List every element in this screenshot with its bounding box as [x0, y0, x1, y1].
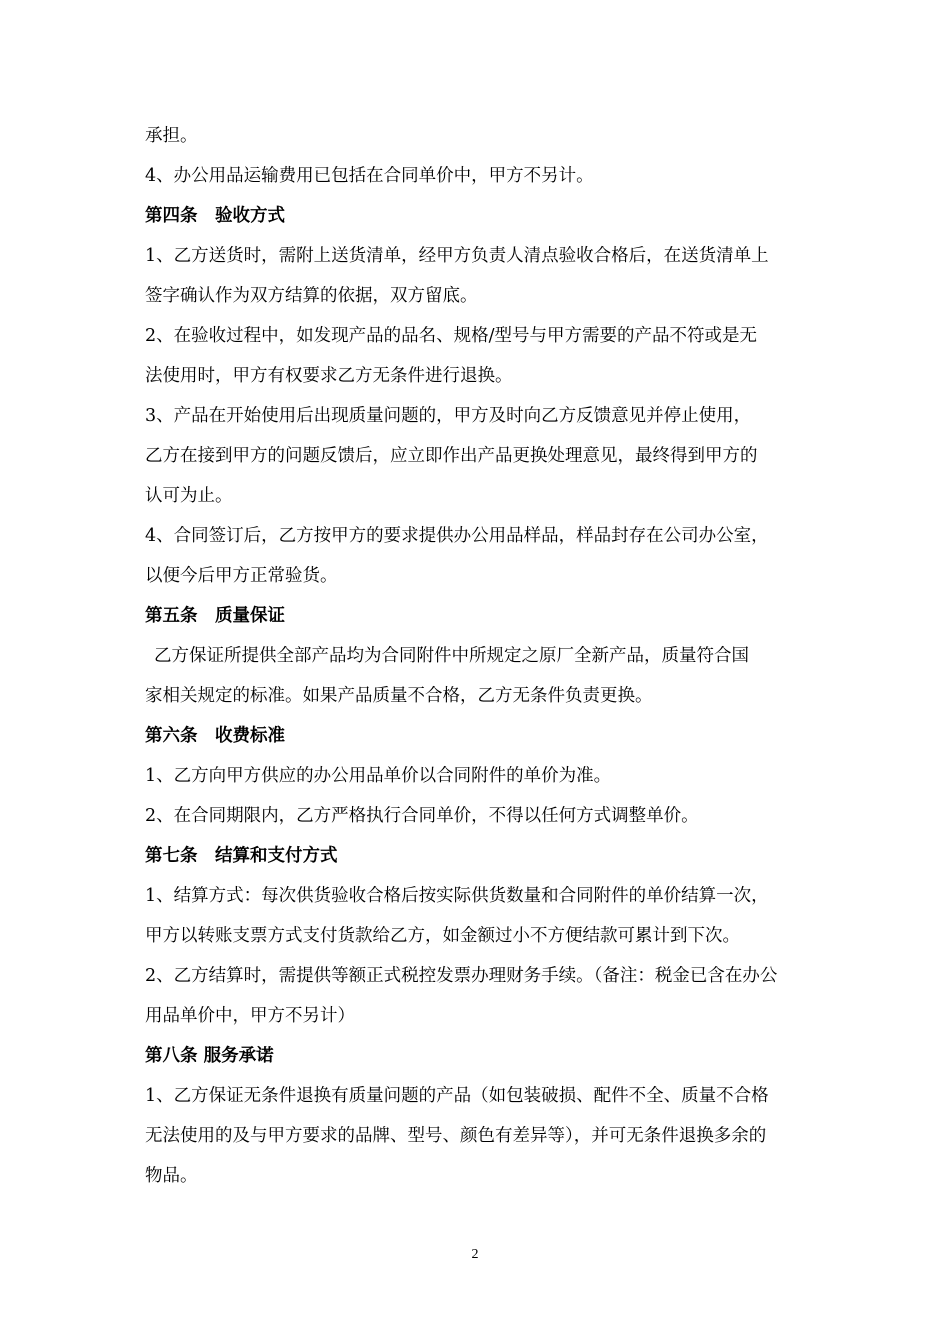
section-heading: 第四条 验收方式: [145, 206, 285, 226]
paragraph-line: 签字确认作为双方结算的依据，双方留底。: [145, 286, 478, 306]
section-heading: 第五条 质量保证: [145, 606, 285, 626]
section-heading: 第六条 收费标准: [145, 726, 285, 746]
paragraph-line: 家相关规定的标准。如果产品质量不合格，乙方无条件负责更换。: [145, 686, 653, 706]
paragraph-line: 用品单价中，甲方不另计）: [145, 1006, 355, 1026]
paragraph-line: 1、结算方式：每次供货验收合格后按实际供货数量和合同附件的单价结算一次，: [145, 886, 769, 906]
section-heading: 第八条 服务承诺: [145, 1046, 274, 1066]
paragraph-line: 3、产品在开始使用后出现质量问题的，甲方及时向乙方反馈意见并停止使用，: [145, 406, 752, 426]
paragraph-line: 乙方在接到甲方的问题反馈后，应立即作出产品更换处理意见，最终得到甲方的: [145, 446, 758, 466]
paragraph-line: 1、乙方向甲方供应的办公用品单价以合同附件的单价为准。: [145, 766, 612, 786]
paragraph-line: 以便今后甲方正常验货。: [145, 566, 338, 586]
paragraph-line: 4、办公用品运输费用已包括在合同单价中，甲方不另计。: [145, 166, 594, 186]
paragraph-line: 4、合同签订后，乙方按甲方的要求提供办公用品样品，样品封存在公司办公室，: [145, 526, 769, 546]
paragraph-line: 甲方以转账支票方式支付货款给乙方，如金额过小不方便结款可累计到下次。: [145, 926, 740, 946]
paragraph-line: 物品。: [145, 1166, 198, 1186]
section-heading: 第七条 结算和支付方式: [145, 846, 338, 866]
paragraph-line: 2、乙方结算时，需提供等额正式税控发票办理财务手续。（备注：税金已含在办公: [145, 966, 778, 986]
paragraph-line: 2、在合同期限内，乙方严格执行合同单价，不得以任何方式调整单价。: [145, 806, 699, 826]
document-body: [145, 116, 810, 1196]
paragraph-line: 1、乙方送货时，需附上送货清单，经甲方负责人清点验收合格后，在送货清单上: [145, 246, 769, 266]
paragraph-line: 乙方保证所提供全部产品均为合同附件中所规定之原厂全新产品，质量符合国: [154, 646, 749, 666]
paragraph-line: 承担。: [145, 126, 198, 146]
paragraph-line: 1、乙方保证无条件退换有质量问题的产品（如包装破损、配件不全、质量不合格: [145, 1086, 769, 1106]
paragraph-line: 2、在验收过程中，如发现产品的品名、规格/型号与甲方需要的产品不符或是无: [145, 326, 758, 346]
paragraph-line: 法使用时，甲方有权要求乙方无条件进行退换。: [145, 366, 513, 386]
page-number: 2: [471, 1247, 479, 1262]
paragraph-line: 认可为止。: [145, 486, 233, 506]
paragraph-line: 无法使用的及与甲方要求的品牌、型号、颜色有差异等），并可无条件退换多余的: [145, 1126, 767, 1146]
